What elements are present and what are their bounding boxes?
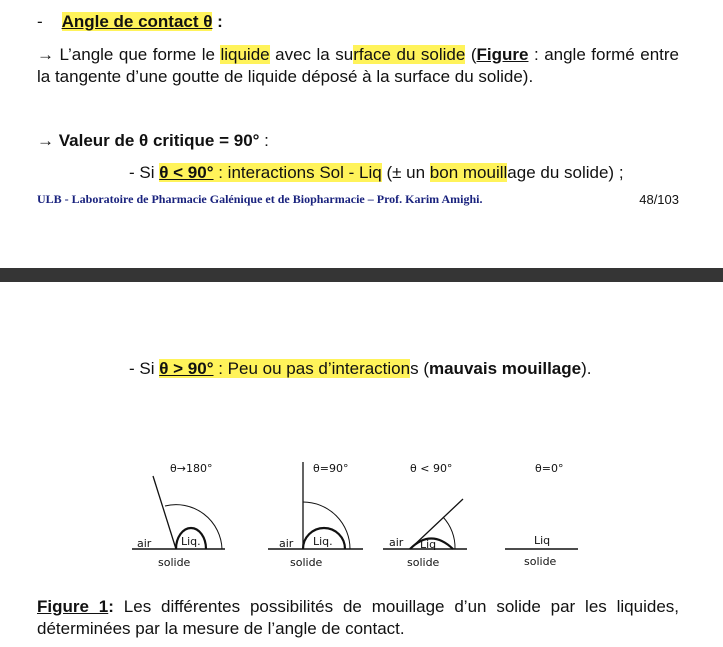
condition-good-wetting: - Si θ < 90° : interactions Sol - Liq (± un bon mouillage du solide) ; xyxy=(129,163,624,182)
svg-text:Liq: Liq xyxy=(420,538,437,551)
svg-text:θ=90°: θ=90° xyxy=(313,462,349,475)
heading: Angle de contact θ xyxy=(61,12,213,31)
figure-caption: Figure 1: Les différentes possibilités de mouillage d’un solide par les liquides, déterminées par la mesure de l’angle de contact. xyxy=(37,597,679,638)
svg-text:θ→180°: θ→180° xyxy=(170,462,213,475)
svg-text:air: air xyxy=(389,536,404,549)
svg-text:Liq.: Liq. xyxy=(313,535,333,548)
diagram-180 xyxy=(132,462,225,569)
svg-text:θ < 90°: θ < 90° xyxy=(410,462,453,475)
svg-text:air: air xyxy=(137,537,152,550)
diagram-90 xyxy=(268,462,363,569)
footer-credit: ULB - Laboratoire de Pharmacie Galénique et de Biopharmacie – Prof. Karim Amighi. xyxy=(37,192,483,206)
svg-text:solide: solide xyxy=(290,556,323,569)
heading-line: - Angle de contact θ : xyxy=(37,12,223,31)
diagram-less-90 xyxy=(383,462,467,569)
svg-text:solide: solide xyxy=(524,555,557,568)
svg-text:Liq.: Liq. xyxy=(181,535,201,548)
svg-text:solide: solide xyxy=(407,556,440,569)
definition-paragraph: → L’angle que forme le liquide avec la surface du solide (Figure : angle formé entre la tangente d’une goutte de liquide déposé à la surface du solide). xyxy=(37,45,679,86)
condition-bad-wetting: - Si θ > 90° : Peu ou pas d’interactions (mauvais mouillage). xyxy=(129,359,592,378)
critical-value: → Valeur de θ critique = 90° : xyxy=(37,131,269,150)
svg-text:solide: solide xyxy=(158,556,191,569)
page-number: 48/103 xyxy=(639,192,679,207)
svg-text:θ=0°: θ=0° xyxy=(535,462,564,475)
diagram-0 xyxy=(505,462,578,568)
svg-text:air: air xyxy=(279,537,294,550)
svg-text:Liq: Liq xyxy=(534,534,551,547)
